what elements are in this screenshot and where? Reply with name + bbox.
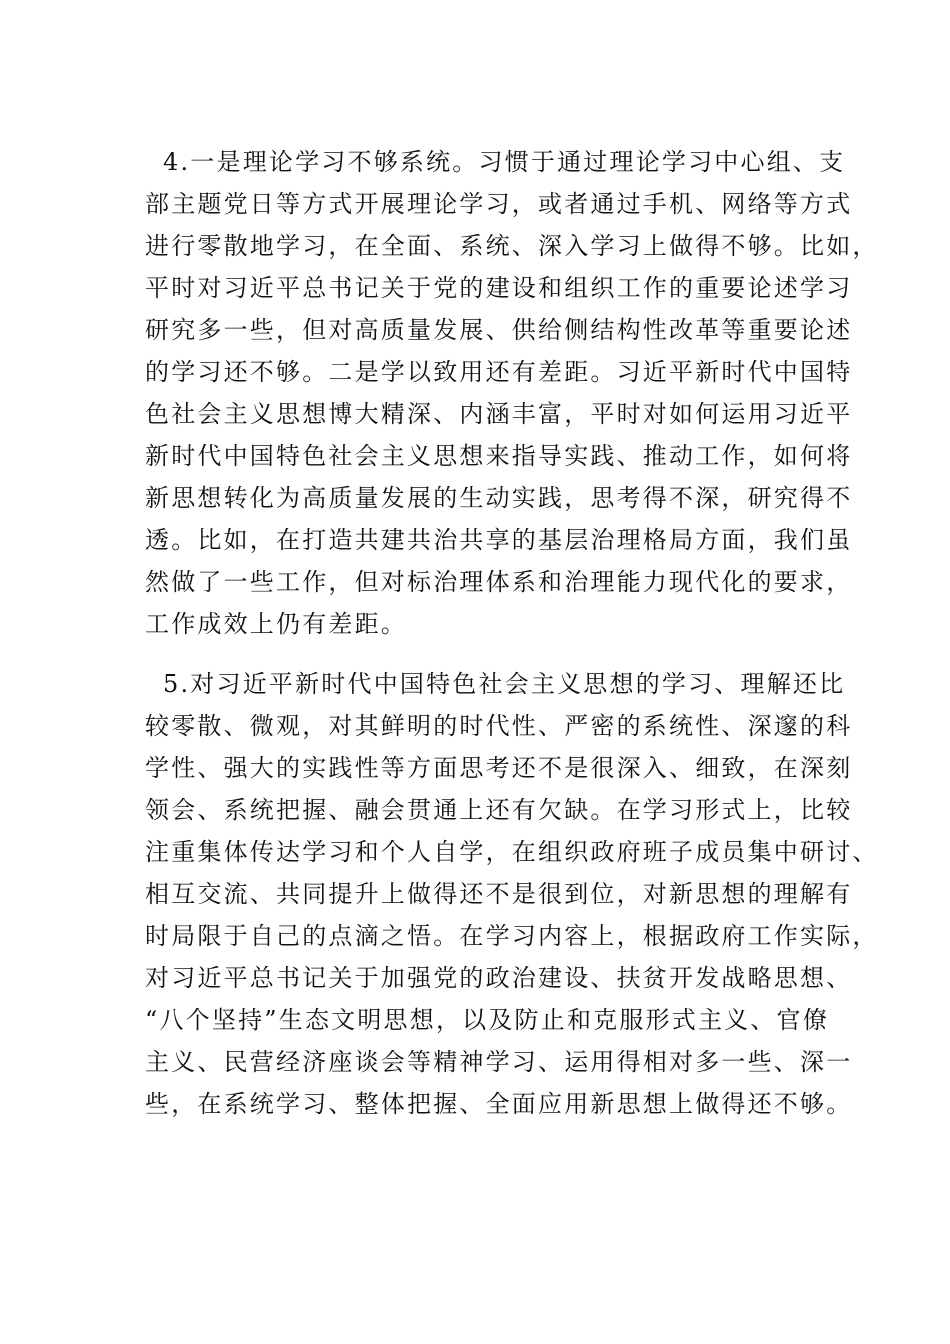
paragraph-5	[145, 663, 879, 1125]
text-line: 5.对习近平新时代中国特色社会主义思想的学习、理解还比	[163, 670, 846, 698]
text-line: 新思想转化为高质量发展的生动实践，思考得不深，研究得不	[145, 484, 853, 512]
document-page	[145, 141, 879, 1143]
text-line: 色社会主义思想博大精深、内涵丰富，平时对如何运用习近平	[145, 400, 853, 428]
text-line: 领会、系统把握、融会贯通上还有欠缺。在学习形式上，比较	[145, 796, 853, 824]
text-line: 部主题党日等方式开展理论学习，或者通过手机、网络等方式	[145, 190, 853, 218]
paragraph-4	[145, 141, 879, 645]
text-line: 平时对习近平总书记关于党的建设和组织工作的重要论述学习	[145, 274, 853, 302]
text-line: 然做了一些工作，但对标治理体系和治理能力现代化的要求，	[145, 568, 853, 596]
text-line: 研究多一些，但对高质量发展、供给侧结构性改革等重要论述	[145, 316, 853, 344]
text-line: 进行零散地学习，在全面、系统、深入学习上做得不够。比如，	[145, 232, 879, 260]
text-line: 时局限于自己的点滴之悟。在学习内容上，根据政府工作实际，	[145, 922, 879, 950]
text-line: 主义、民营经济座谈会等精神学习、运用得相对多一些、深一	[145, 1048, 853, 1076]
text-line: 注重集体传达学习和个人自学，在组织政府班子成员集中研讨、	[145, 838, 879, 866]
text-line: 相互交流、共同提升上做得还不是很到位，对新思想的理解有	[145, 880, 853, 908]
text-line: “八个坚持”生态文明思想，以及防止和克服形式主义、官僚	[145, 1006, 829, 1034]
text-line: 透。比如，在打造共建共治共享的基层治理格局方面，我们虽	[145, 526, 853, 554]
text-line: 新时代中国特色社会主义思想来指导实践、推动工作，如何将	[145, 442, 853, 470]
text-line: 些，在系统学习、整体把握、全面应用新思想上做得还不够。	[145, 1090, 853, 1118]
text-line: 对习近平总书记关于加强党的政治建设、扶贫开发战略思想、	[145, 964, 853, 992]
text-line: 的学习还不够。二是学以致用还有差距。习近平新时代中国特	[145, 358, 853, 386]
text-line: 较零散、微观，对其鲜明的时代性、严密的系统性、深邃的科	[145, 712, 853, 740]
text-line: 学性、强大的实践性等方面思考还不是很深入、细致，在深刻	[145, 754, 853, 782]
text-line: 工作成效上仍有差距。	[145, 610, 407, 638]
text-line: 4.一是理论学习不够系统。习惯于通过理论学习中心组、支	[163, 148, 846, 176]
